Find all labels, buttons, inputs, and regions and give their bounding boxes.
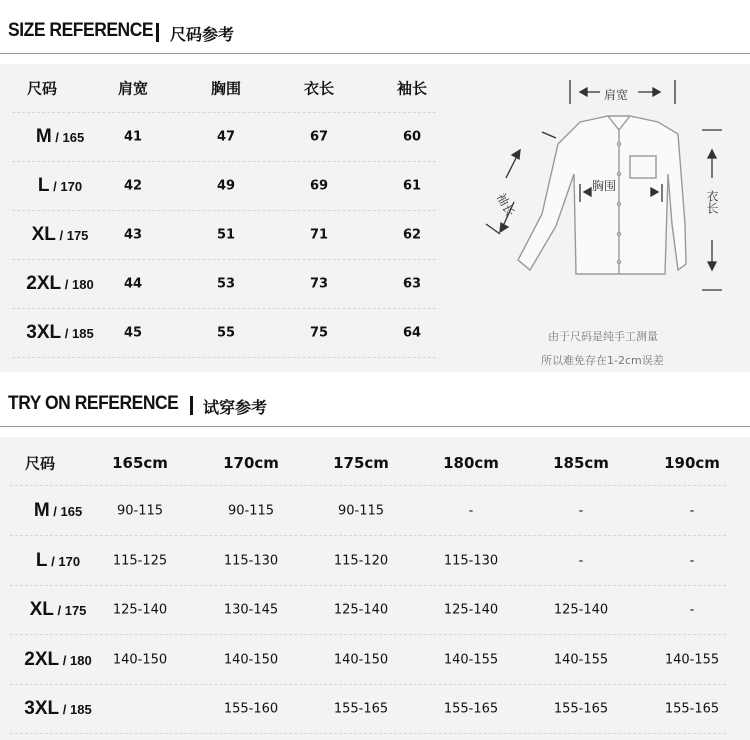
size-slash: / — [53, 603, 65, 618]
column-header: 170cm — [223, 454, 279, 472]
size-label — [24, 649, 91, 671]
size-slash: / — [49, 504, 61, 519]
weight-range: 140-150 — [333, 652, 389, 667]
measure-value: 51 — [216, 227, 236, 243]
weight-range: 125-140 — [443, 602, 499, 618]
row-separator — [10, 585, 726, 587]
size-height: 185 — [70, 702, 92, 717]
title-divider — [156, 23, 159, 42]
measure-value: 69 — [309, 178, 329, 194]
row-separator — [12, 161, 436, 163]
measure-value: 45 — [123, 325, 143, 341]
weight-range: - — [578, 553, 584, 568]
sleeve-label: 袖长 — [493, 190, 518, 219]
weight-range: 155-165 — [664, 701, 720, 717]
measure-value: 47 — [216, 129, 236, 145]
size-label — [34, 500, 82, 522]
measure-value: 53 — [216, 276, 236, 292]
measure-value: 73 — [309, 276, 329, 292]
section-title: TRY ON REFERENCE — [8, 393, 179, 414]
size-label — [24, 698, 91, 720]
measure-value: 75 — [309, 325, 329, 341]
size-label — [38, 175, 82, 197]
weight-range: 140-150 — [223, 652, 279, 667]
chest-label: 胸围 — [592, 179, 617, 193]
section-subtitle: 尺码参考 — [170, 25, 235, 44]
measure-value: 60 — [402, 129, 422, 145]
weight-range: 140-155 — [664, 652, 720, 667]
measure-value: 55 — [216, 325, 236, 341]
weight-range: 90-115 — [337, 503, 385, 519]
size-slash: / — [61, 326, 72, 341]
size-height: 165 — [60, 504, 83, 519]
measure-value: 43 — [123, 227, 143, 243]
row-separator — [12, 112, 436, 114]
size-label — [36, 126, 84, 148]
size-height: 175 — [64, 603, 87, 618]
weight-range: 140-155 — [553, 652, 609, 667]
size-label — [30, 599, 87, 621]
weight-range: 155-165 — [333, 701, 389, 717]
size-code: M — [35, 126, 52, 147]
size-label — [26, 273, 93, 295]
size-slash: / — [49, 179, 61, 194]
size-height: 180 — [72, 277, 94, 292]
shirt-diagram — [480, 74, 750, 364]
weight-range: - — [689, 602, 695, 618]
size-slash: / — [47, 553, 59, 569]
column-header: 185cm — [553, 454, 609, 472]
size-slash: / — [51, 130, 63, 145]
column-header: 尺码 — [24, 454, 56, 473]
title-divider — [190, 396, 193, 415]
measure-value: 44 — [123, 276, 143, 292]
shoulder-label: 肩宽 — [604, 88, 629, 102]
size-code: L — [35, 549, 48, 571]
row-separator — [12, 308, 436, 310]
column-header: 胸围 — [210, 79, 242, 98]
weight-range: 130-145 — [223, 602, 279, 618]
weight-range: - — [689, 503, 695, 519]
weight-range: 115-125 — [112, 553, 168, 568]
size-code: XL — [29, 599, 54, 620]
measure-value: 62 — [402, 227, 422, 243]
size-slash: / — [61, 277, 72, 292]
row-separator — [10, 485, 726, 487]
column-header: 180cm — [443, 454, 499, 472]
measure-value: 41 — [123, 129, 143, 145]
shirt-icon — [518, 116, 686, 274]
size-height: 185 — [72, 326, 94, 341]
weight-range: 115-120 — [333, 553, 389, 568]
weight-range: 125-140 — [333, 602, 389, 618]
column-header: 尺码 — [26, 79, 58, 98]
weight-range: 125-140 — [553, 602, 609, 618]
size-code: L — [37, 175, 50, 196]
size-height: 170 — [58, 553, 81, 569]
size-code: XL — [31, 224, 56, 245]
size-slash: / — [55, 228, 67, 243]
weight-range: 115-130 — [443, 553, 499, 568]
weight-range: 140-150 — [112, 652, 168, 667]
column-header: 165cm — [112, 454, 168, 472]
size-code: 3XL — [24, 698, 60, 719]
measure-value: 61 — [402, 178, 422, 194]
header-rule — [0, 426, 750, 427]
measure-value: 67 — [309, 129, 329, 145]
weight-range: 90-115 — [116, 503, 164, 519]
size-reference-header — [0, 12, 750, 52]
weight-range: - — [468, 503, 474, 519]
measure-note-1: 由于尺码是纯手工测量 — [548, 330, 658, 343]
size-reference-panel — [0, 64, 750, 372]
row-separator — [10, 733, 726, 735]
row-separator — [10, 684, 726, 686]
size-slash: / — [59, 652, 70, 668]
row-separator — [12, 357, 436, 359]
size-height: 170 — [60, 179, 83, 194]
weight-range: 140-155 — [443, 652, 499, 667]
length-label: 衣长 — [705, 190, 719, 214]
row-separator — [12, 259, 436, 261]
size-code: 2XL — [24, 648, 60, 670]
column-header: 衣长 — [303, 79, 335, 98]
size-label — [26, 322, 93, 344]
size-height: 175 — [66, 228, 89, 243]
size-height: 165 — [62, 130, 85, 145]
weight-range: - — [578, 503, 584, 519]
header-rule — [0, 53, 750, 54]
size-code: 3XL — [26, 322, 62, 343]
row-separator — [10, 634, 726, 636]
tryon-reference-panel — [0, 437, 750, 740]
size-label — [32, 224, 89, 246]
measure-value: 63 — [402, 276, 422, 292]
weight-range: 125-140 — [112, 602, 168, 618]
column-header: 175cm — [333, 454, 389, 472]
weight-range: 155-165 — [443, 701, 499, 717]
row-separator — [10, 535, 726, 537]
column-header: 肩宽 — [117, 79, 149, 98]
measure-note-2: 所以难免存在1-2cm误差 — [541, 354, 664, 367]
measure-value: 64 — [402, 325, 422, 341]
size-code: M — [33, 500, 50, 521]
weight-range: - — [689, 553, 695, 568]
section-subtitle: 试穿参考 — [203, 398, 268, 417]
section-title: SIZE REFERENCE — [8, 20, 154, 41]
measure-value: 49 — [216, 178, 236, 194]
weight-range: 155-165 — [553, 701, 609, 717]
size-code: 2XL — [26, 273, 62, 294]
size-slash: / — [59, 702, 70, 717]
tryon-reference-header — [0, 385, 750, 425]
column-header: 袖长 — [396, 79, 428, 98]
measure-value: 71 — [309, 227, 329, 243]
weight-range: 155-160 — [223, 701, 279, 717]
row-separator — [12, 210, 436, 212]
weight-range: 90-115 — [227, 503, 275, 519]
measure-value: 42 — [123, 178, 143, 194]
weight-range: 115-130 — [223, 553, 279, 568]
column-header: 190cm — [664, 454, 720, 472]
size-height: 180 — [70, 652, 92, 668]
size-label — [36, 550, 80, 572]
